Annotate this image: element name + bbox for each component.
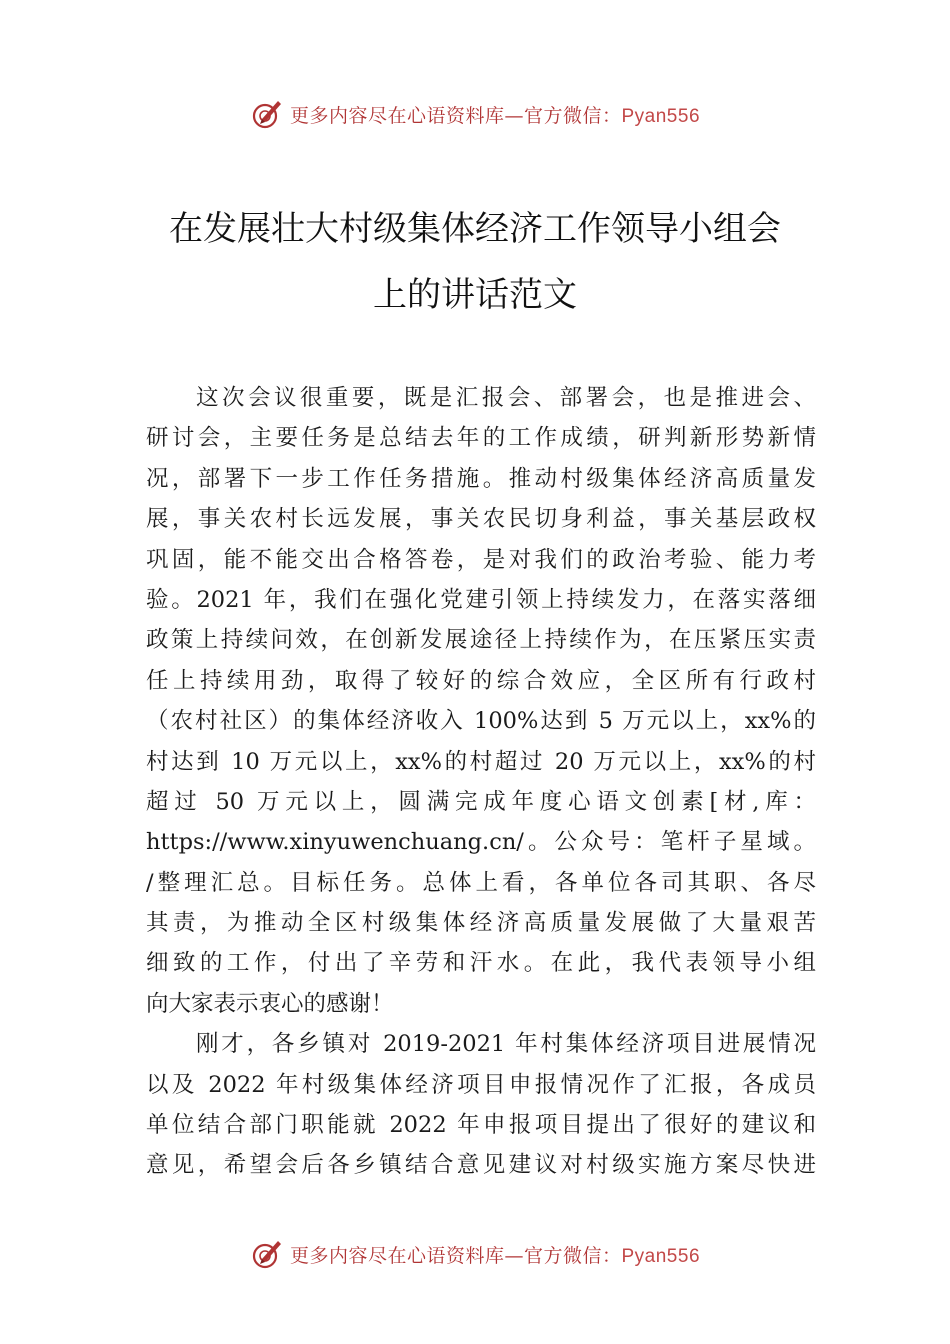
text-line: 村达到 10 万元以上，xx%的村超过 20 万元以上，xx%的村 [146,748,816,775]
text-line: https://www.xinyuwenchuang.cn/。公众号：笔杆子星域。 [146,829,816,856]
text-line: 这次会议很重要，既是汇报会、部署会，也是推进会、 [196,385,816,411]
text-line: 研讨会，主要任务是总结去年的工作成绩，研判新形势新情 [146,425,816,452]
text-line: 况，部署下一步工作任务措施。推动村级集体经济高质量发 [146,465,816,492]
text-line: 政策上持续问效，在创新发展途径上持续作为，在压紧压实责 [146,627,816,654]
banner-text [290,1241,700,1268]
paragraph-1 [146,378,816,1024]
text-line: 刚才，各乡镇对 2019-2021 年村集体经济项目进展情况 [196,1031,816,1058]
header-banner [0,94,950,134]
text-line: 其责，为推动全区村级集体经济高质量发展做了大量艰苦 [146,910,816,937]
text-line: 超过 50 万元以上，圆满完成年度心语文创素[材,库： [146,788,816,815]
text-line: 任上持续用劲，取得了较好的综合效应，全区所有行政村 [146,667,816,694]
banner-label: 更多内容尽在心语资料库—官方微信： [289,104,622,127]
title-line: 上的讲话范文 [373,275,577,315]
text-line: （农村社区）的集体经济收入 100%达到 5 万元以上，xx%的 [146,708,816,735]
wechat-id: Pyan556 [621,1245,701,1267]
document-title [100,196,850,328]
title-line: 在发展壮大村级集体经济工作领导小组会 [169,209,781,249]
text-line: 意见，希望会后各乡镇结合意见建议对村级实施方案尽快进 [146,1152,816,1179]
text-line: 展，事关农村长远发展，事关农民切身利益，事关基层政权 [146,506,816,533]
text-line: 细致的工作，付出了辛劳和汗水。在此，我代表领导小组 [146,950,816,977]
text-line: /整理汇总。目标任务。总体上看，各单位各司其职、各尽 [146,869,816,896]
banner-label: 更多内容尽在心语资料库—官方微信： [289,1244,622,1267]
text-line: 向大家表示衷心的感谢！ [146,990,394,1017]
pen-seal-logo-icon [250,97,284,131]
paragraph-2 [146,1024,816,1186]
text-line: 验。2021 年，我们在强化党建引领上持续发力，在落实落细 [146,586,816,613]
text-line: 以及 2022 年村级集体经济项目申报情况作了汇报，各成员 [146,1071,816,1098]
pen-seal-logo-icon [250,1237,284,1271]
document-body [146,378,816,1186]
text-line: 巩固，能不能交出合格答卷，是对我们的政治考验、能力考 [146,546,816,573]
wechat-id: Pyan556 [621,105,701,127]
banner-text [290,101,700,128]
text-line: 单位结合部门职能就 2022 年申报项目提出了很好的建议和 [146,1112,816,1139]
footer-banner [0,1234,950,1274]
